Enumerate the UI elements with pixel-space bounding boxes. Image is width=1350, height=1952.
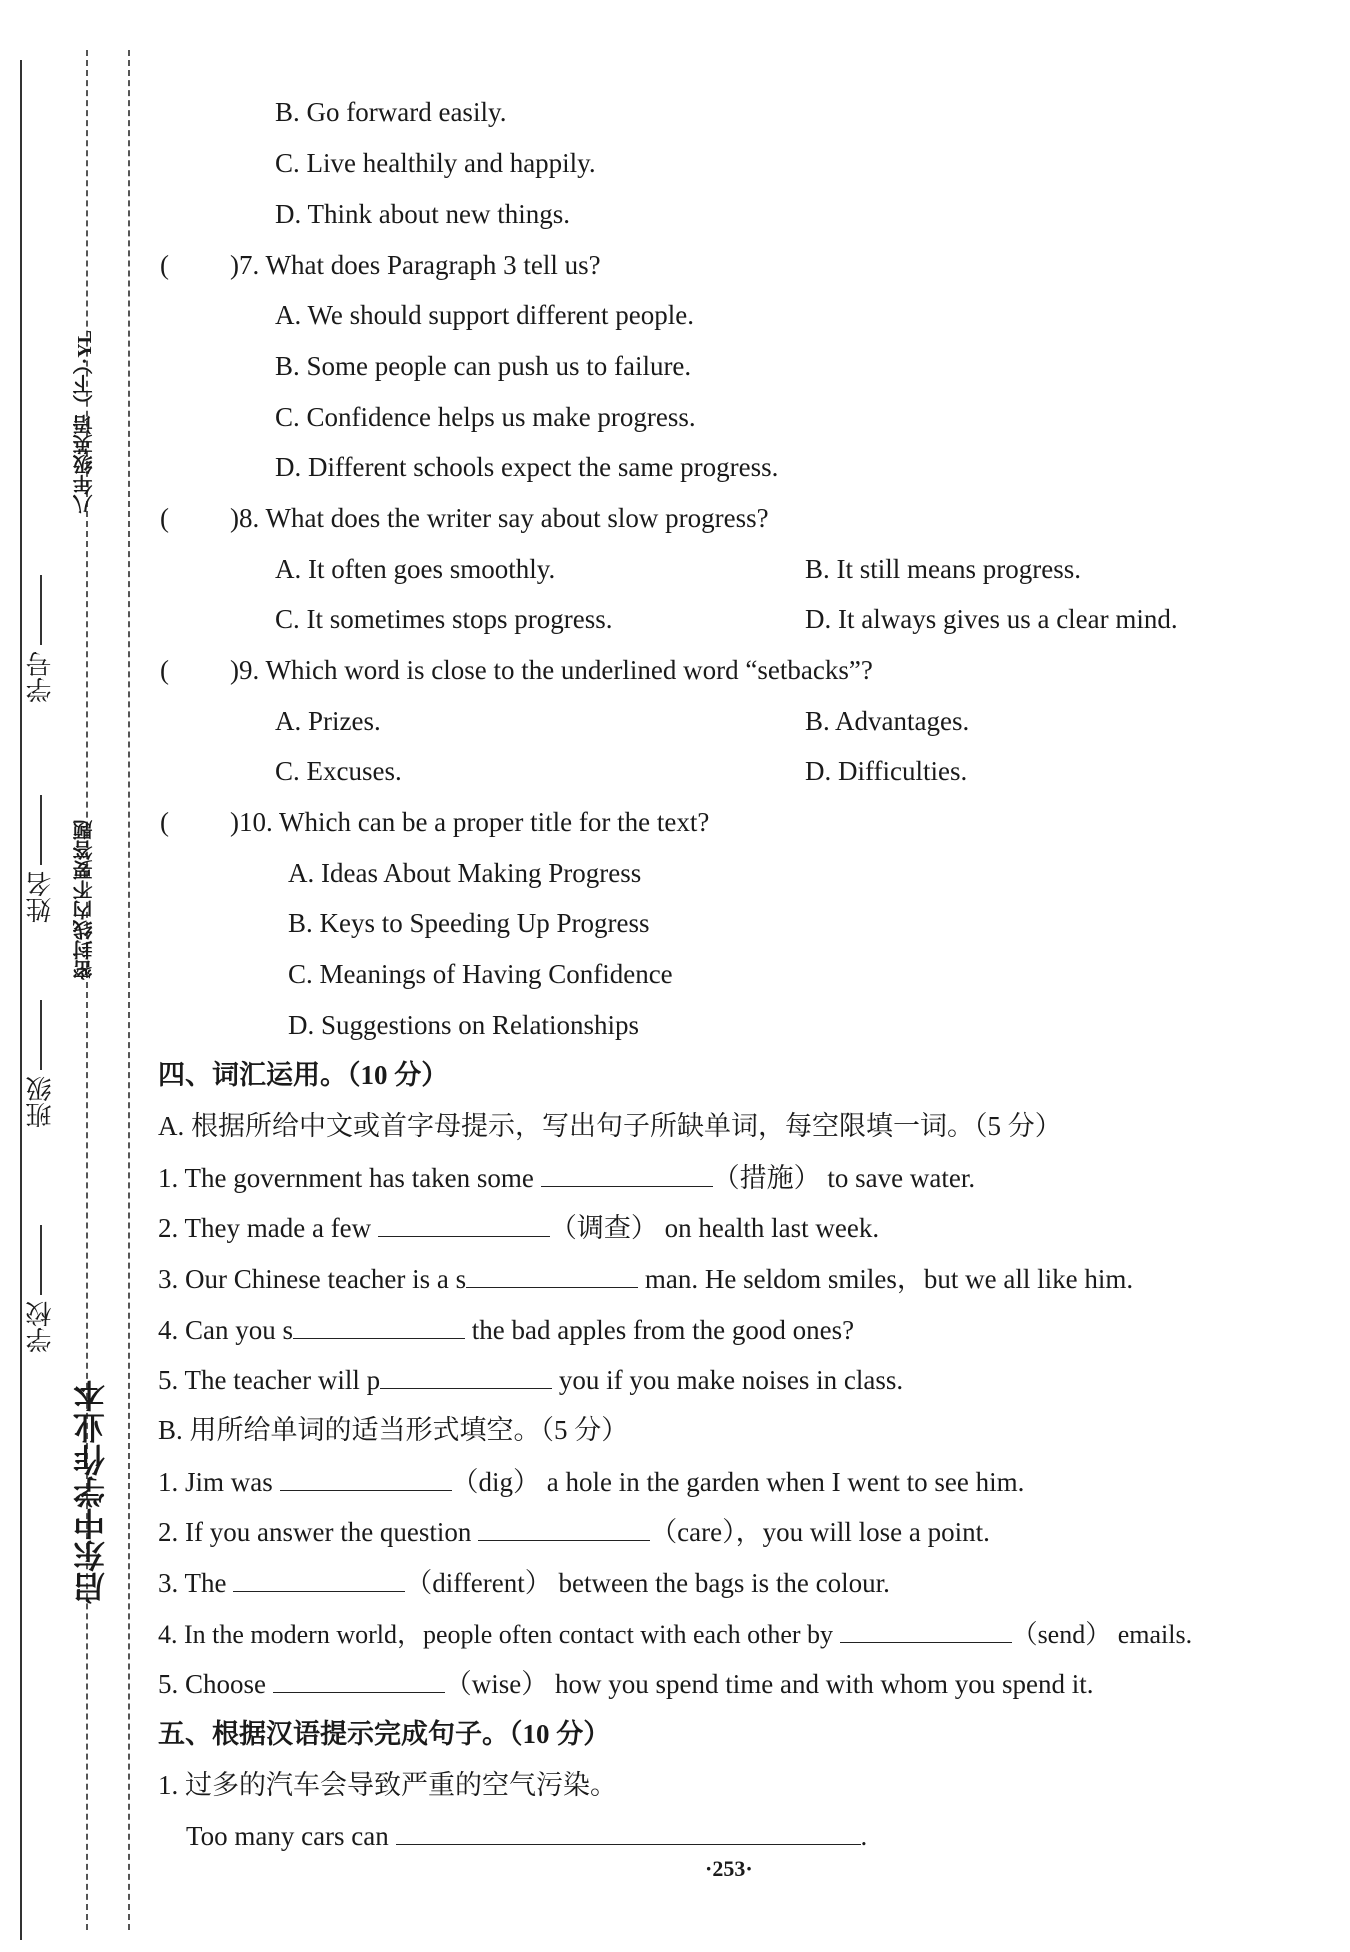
q9-option-c: C. Excuses. bbox=[275, 756, 402, 786]
answer-blank[interactable] bbox=[378, 1210, 550, 1237]
fill-item: 2. They made a few （调查） on health last week. bbox=[158, 1210, 879, 1245]
name-label: 姓名 bbox=[26, 871, 55, 923]
answer-blank[interactable] bbox=[478, 1514, 650, 1541]
fill-item: 1. The government has taken some （措施） to save water. bbox=[158, 1160, 975, 1195]
answer-blank[interactable] bbox=[380, 1362, 552, 1389]
q10-option-c: C. Meanings of Having Confidence bbox=[288, 959, 673, 989]
answer-blank[interactable] bbox=[293, 1312, 465, 1339]
q9-option-d: D. Difficulties. bbox=[805, 756, 968, 786]
answer-blank[interactable] bbox=[541, 1160, 713, 1187]
fill-item: 3. The （different） between the bags is the colour. bbox=[158, 1565, 890, 1600]
q7-option-a: A. We should support different people. bbox=[275, 300, 695, 330]
fill-item: 5. The teacher will p you if you make noises in class. bbox=[158, 1362, 903, 1397]
q8-option-a: A. It often goes smoothly. bbox=[275, 554, 556, 584]
q7-stem: ( )7. What does Paragraph 3 tell us? bbox=[160, 250, 601, 280]
section4-title: 四、词汇运用。（10 分） bbox=[158, 1060, 449, 1090]
section5-item1-en: Too many cars can . bbox=[186, 1818, 867, 1853]
q10-stem: ( )10. Which can be a proper title for the text? bbox=[160, 807, 710, 837]
section5-title: 五、根据汉语提示完成句子。（10 分） bbox=[158, 1719, 611, 1749]
answer-blank[interactable] bbox=[396, 1818, 861, 1845]
seal-note: 密封线内不要答题 bbox=[74, 820, 96, 980]
answer-blank[interactable] bbox=[280, 1464, 452, 1491]
answer-blank[interactable] bbox=[233, 1565, 405, 1592]
fill-item: 1. Jim was （dig） a hole in the garden when I went to see him. bbox=[158, 1464, 1024, 1499]
answer-paren[interactable]: ( bbox=[160, 503, 169, 533]
answer-paren[interactable]: ( bbox=[160, 807, 169, 837]
q10-option-a: A. Ideas About Making Progress bbox=[288, 858, 642, 888]
brand-title: 启东中学作业本 bbox=[73, 1380, 109, 1604]
answer-blank[interactable] bbox=[466, 1261, 638, 1288]
q9-option-b: B. Advantages. bbox=[805, 706, 970, 736]
name-field bbox=[22, 795, 59, 923]
school-field bbox=[22, 1225, 59, 1353]
q6-option-d: D. Think about new things. bbox=[275, 199, 570, 229]
q8-option-b: B. It still means progress. bbox=[805, 554, 1081, 584]
fill-item: 4. In the modern world，people often contact with each other by （send） emails. bbox=[158, 1616, 1192, 1652]
number-field bbox=[22, 575, 59, 703]
q10-option-d: D. Suggestions on Relationships bbox=[288, 1010, 640, 1040]
fill-item: 2. If you answer the question （care），you will lose a point. bbox=[158, 1514, 990, 1549]
q8-option-c: C. It sometimes stops progress. bbox=[275, 604, 613, 634]
section5-item1-cn: 1. 过多的汽车会导致严重的空气污染。 bbox=[158, 1770, 617, 1800]
class-label: 班级 bbox=[26, 1076, 55, 1128]
q8-option-d: D. It always gives us a clear mind. bbox=[805, 604, 1178, 634]
section4-partB-title: B. 用所给单词的适当形式填空。（5 分） bbox=[158, 1415, 629, 1445]
q6-option-b: B. Go forward easily. bbox=[275, 97, 507, 127]
seal-line bbox=[128, 50, 130, 1930]
section4-partA-title: A. 根据所给中文或首字母提示，写出句子所缺单词，每空限填一词。（5 分） bbox=[158, 1111, 1062, 1141]
q7-option-b: B. Some people can push us to failure. bbox=[275, 351, 692, 381]
fill-item: 3. Our Chinese teacher is a s man. He seldom smiles，but we all like him. bbox=[158, 1261, 1133, 1296]
number-label: 学号 bbox=[26, 651, 55, 703]
class-field bbox=[22, 1000, 59, 1128]
q7-option-c: C. Confidence helps us make progress. bbox=[275, 402, 696, 432]
answer-blank[interactable] bbox=[840, 1616, 1012, 1643]
fill-item: 4. Can you s the bad apples from the good ones? bbox=[158, 1312, 854, 1347]
fill-item: 5. Choose （wise） how you spend time and with whom you spend it. bbox=[158, 1666, 1093, 1701]
answer-paren[interactable]: ( bbox=[160, 655, 169, 685]
course-label: 八年级英语（下）·YL bbox=[74, 330, 96, 515]
page-number: ·253· bbox=[705, 1856, 753, 1881]
q10-option-b: B. Keys to Speeding Up Progress bbox=[288, 908, 650, 938]
school-label: 学校 bbox=[26, 1301, 55, 1353]
answer-blank[interactable] bbox=[273, 1666, 445, 1693]
q9-stem: ( )9. Which word is close to the underlined word “setbacks”? bbox=[160, 655, 873, 685]
q7-option-d: D. Different schools expect the same progress. bbox=[275, 452, 779, 482]
q8-stem: ( )8. What does the writer say about slow progress? bbox=[160, 503, 769, 533]
q6-option-c: C. Live healthily and happily. bbox=[275, 148, 596, 178]
answer-paren[interactable]: ( bbox=[160, 250, 169, 280]
q9-option-a: A. Prizes. bbox=[275, 706, 381, 736]
